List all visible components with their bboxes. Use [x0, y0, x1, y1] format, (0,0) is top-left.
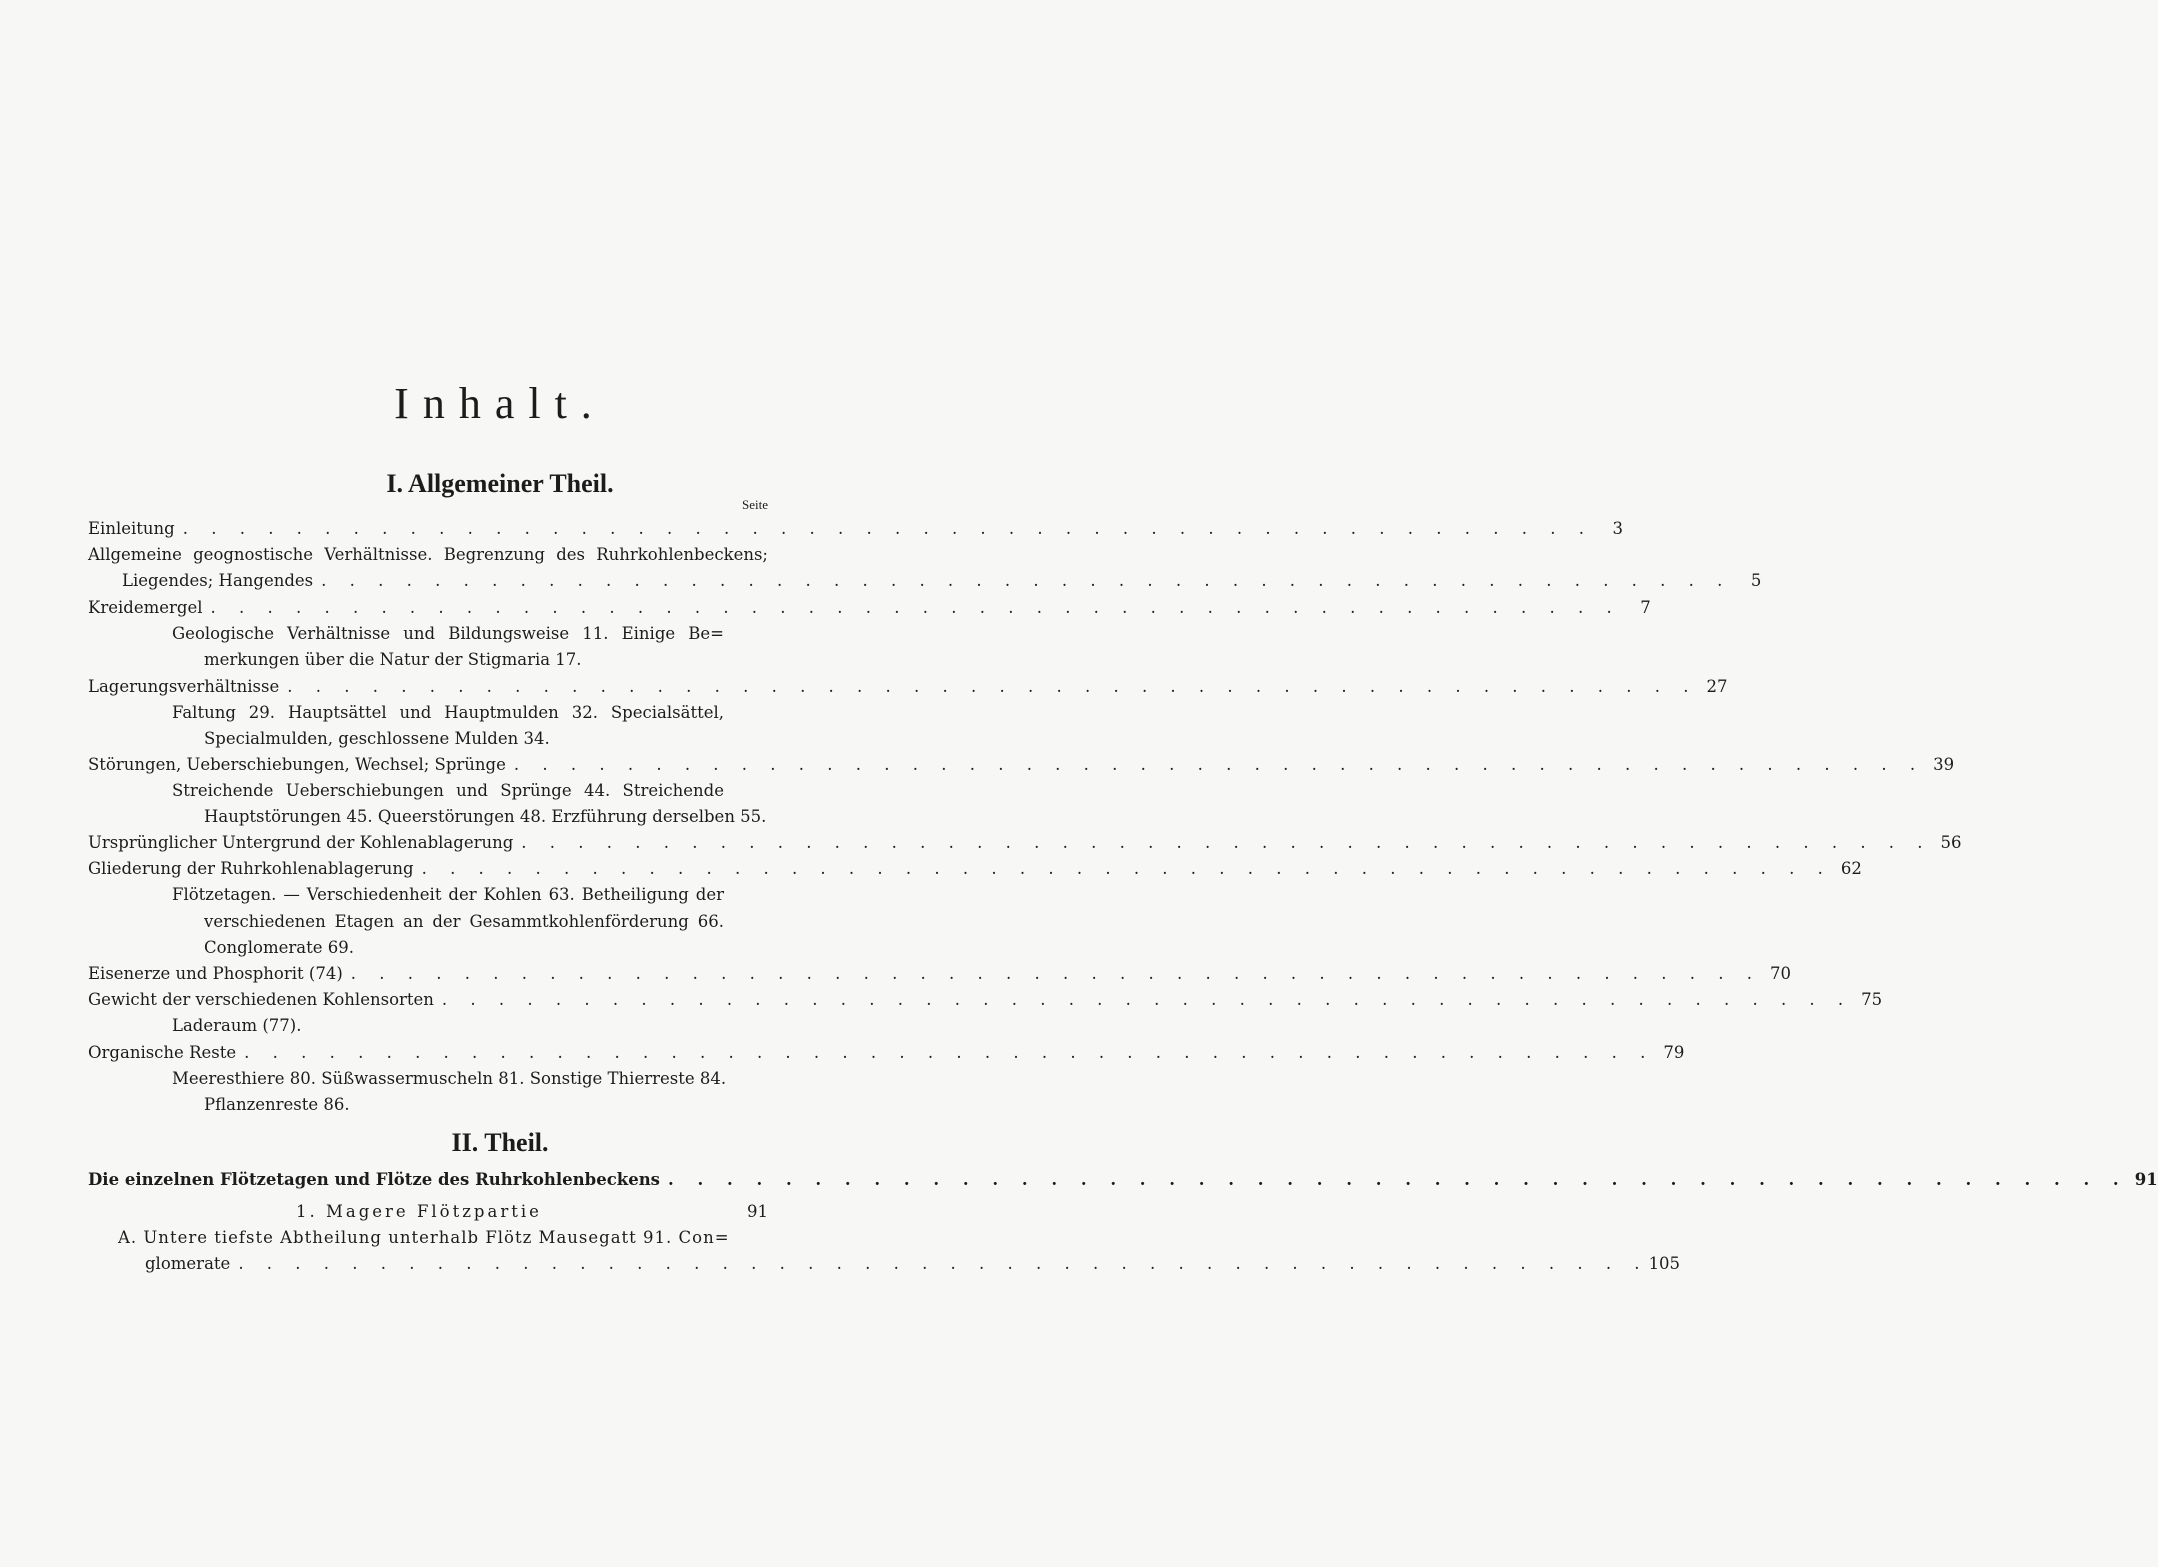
toc-entry: [88, 961, 1792, 987]
leader-dots: . . . . . . . . . . . . . . . . . . . . . . . . . . . . . . . . . . . . . . . . . . . . . . . . . .: [321, 571, 1732, 590]
toc-page-number: 105: [1648, 1254, 1681, 1273]
toc-entry: [88, 542, 768, 568]
toc-entry-text: Die einzelnen Flötzetagen und Flötze des Ruhrkohlenbeckens: [88, 1170, 660, 1189]
toc-subentry-text: Conglomerate 69.: [204, 938, 354, 957]
toc-page-number: 56: [1940, 833, 1962, 852]
toc-entry-text: Lagerungsverhältnisse: [88, 677, 280, 696]
part-1-heading: I. Allgemeiner Theil.: [386, 469, 614, 498]
toc-entry: [122, 568, 1762, 594]
toc-subentry-text: Geologische Verhältnisse und Bildungsweise 11. Einige Be=: [172, 624, 724, 643]
toc-entry-text: Einleitung: [88, 519, 175, 538]
leader-dots: . . . . . . . . . . . . . . . . . . . . . . . . . . . . . . . . . . . . . . . . . . . . . . . . . .: [244, 1043, 1655, 1062]
leader-dots: . . . . . . . . . . . . . . . . . . . . . . . . . . . . . . . . . . . . . . . . . . . . . . . . . .: [350, 964, 1762, 983]
toc-subentry-text: Flötzetagen. — Verschiedenheit der Kohlen 63. Betheiligung der: [172, 885, 724, 904]
toc-subentry-text: merkungen über die Natur der Stigmaria 17.: [204, 650, 582, 669]
toc-entry-text: glomerate: [145, 1254, 231, 1273]
leader-dots: . . . . . . . . . . . . . . . . . . . . . . . . . . . . . . . . . . . . . . . . . . . . . . . . . .: [521, 833, 1932, 852]
toc-subentry-text: Faltung 29. Hauptsättel und Hauptmulden 32. Specialsättel,: [172, 703, 724, 722]
toc-page-number: 79: [1663, 1043, 1685, 1062]
toc-subentry-text: Laderaum (77).: [172, 1016, 302, 1035]
toc-entry-text: Störungen, Ueberschiebungen, Wechsel; Sprünge: [88, 755, 506, 774]
toc-page-number: 70: [1770, 964, 1792, 983]
toc-entry: [88, 674, 1728, 700]
toc-entry-text: Kreidemergel: [88, 598, 203, 617]
leader-dots: . . . . . . . . . . . . . . . . . . . . . . . . . . . . . . . . . . . . . . . . . . . . . . . . . .: [238, 1254, 1649, 1273]
toc-subentry: [204, 909, 724, 935]
toc-entry-text: Liegendes; Hangendes: [122, 571, 314, 590]
leader-dots: . . . . . . . . . . . . . . . . . . . . . . . . . . . . . . . . . . . . . . . . . . . . . . . . . .: [287, 677, 1698, 696]
toc-page-number: 3: [1612, 519, 1623, 538]
toc-entry: [88, 516, 1623, 542]
toc-entry: [0, 1199, 768, 1225]
toc-subentry-text: Pflanzenreste 86.: [204, 1095, 350, 1114]
toc-page-number: 75: [1861, 990, 1883, 1009]
toc-entry-text: A. Untere tiefste Abtheilung unterhalb Flötz Mausegatt 91. Con=: [118, 1228, 730, 1247]
toc-subentry-text: Meeresthiere 80. Süßwassermuscheln 81. Sonstige Thierreste 84.: [172, 1069, 727, 1088]
leader-dots: . . . . . . . . . . . . . . . . . . . . . . . . . . . . . . . . . . . . . . . . . . . . . . . . . .: [182, 519, 1593, 538]
toc-entry-text: Organische Reste: [88, 1043, 237, 1062]
toc-entry-text: Allgemeine geognostische Verhältnisse. Begrenzung des Ruhrkohlenbeckens;: [88, 545, 768, 564]
page-column-label: Seite: [742, 497, 768, 512]
leader-dots: . . . . . . . . . . . . . . . . . . . . . . . . . . . . . . . . . . . . . . . . . . . . . . . . . .: [667, 1170, 2128, 1189]
leader-dots: . . . . . . . . . . . . . . . . . . . . . . . . . . . . . . . . . . . . . . . . . . . . . . . . . .: [513, 755, 1925, 774]
toc-page-number: 27: [1706, 677, 1728, 696]
toc-entry: [88, 856, 1862, 882]
toc-subentry: [204, 1092, 724, 1118]
toc-entry: [88, 830, 1962, 856]
toc-page-number: 91: [747, 1202, 768, 1221]
toc-entry-text: Eisenerze und Phosphorit (74): [88, 964, 343, 983]
toc-subentry-text: verschiedenen Etagen an der Gesammtkohlenförderung 66.: [204, 912, 724, 931]
toc-page-number: 62: [1840, 859, 1862, 878]
toc-entry-text: Gliederung der Ruhrkohlenablagerung: [88, 859, 414, 878]
toc-entry: [145, 1251, 1681, 1277]
toc-subentry: [172, 1066, 727, 1092]
toc-entry-text: Ursprünglicher Untergrund der Kohlenablagerung: [88, 833, 514, 852]
toc-entry: [88, 987, 1883, 1013]
toc-entry-text: 1. Magere Flötzpartie: [296, 1202, 542, 1221]
page-title: Inhalt.: [394, 379, 606, 428]
toc-subentry: [172, 882, 724, 908]
toc-subentry-text: Streichende Ueberschiebungen und Sprünge 44. Streichende: [172, 781, 724, 800]
toc-subentry: [204, 647, 724, 673]
toc-subentry: [172, 778, 724, 804]
toc-entry-text: Gewicht der verschiedenen Kohlensorten: [88, 990, 434, 1009]
toc-entry: [88, 752, 1955, 778]
toc-subentry: [172, 1013, 724, 1039]
toc-subentry: [204, 804, 767, 830]
toc-subentry-text: Hauptstörungen 45. Queerstörungen 48. Erzführung derselben 55.: [204, 807, 767, 826]
toc-entry: [88, 595, 1651, 621]
toc-entry: [118, 1225, 730, 1251]
toc-entry: [88, 1040, 1685, 1066]
part-2-heading: II. Theil.: [451, 1128, 549, 1157]
leader-dots: . . . . . . . . . . . . . . . . . . . . . . . . . . . . . . . . . . . . . . . . . . . . . . . . . .: [210, 598, 1621, 617]
leader-dots: . . . . . . . . . . . . . . . . . . . . . . . . . . . . . . . . . . . . . . . . . . . . . . . . . .: [421, 859, 1832, 878]
leader-dots: . . . . . . . . . . . . . . . . . . . . . . . . . . . . . . . . . . . . . . . . . . . . . . . . . .: [441, 990, 1853, 1009]
toc-page-number: 7: [1640, 598, 1651, 617]
toc-page-number: 39: [1933, 755, 1955, 774]
toc-page-number: 91: [2134, 1170, 2158, 1189]
toc-subentry-text: Specialmulden, geschlossene Mulden 34.: [204, 729, 550, 748]
toc-entry: [88, 1167, 2158, 1193]
toc-page-number: 5: [1750, 571, 1762, 590]
toc-subentry: [204, 935, 724, 961]
toc-subentry: [172, 700, 724, 726]
toc-subentry: [204, 726, 724, 752]
toc-subentry: [172, 621, 724, 647]
